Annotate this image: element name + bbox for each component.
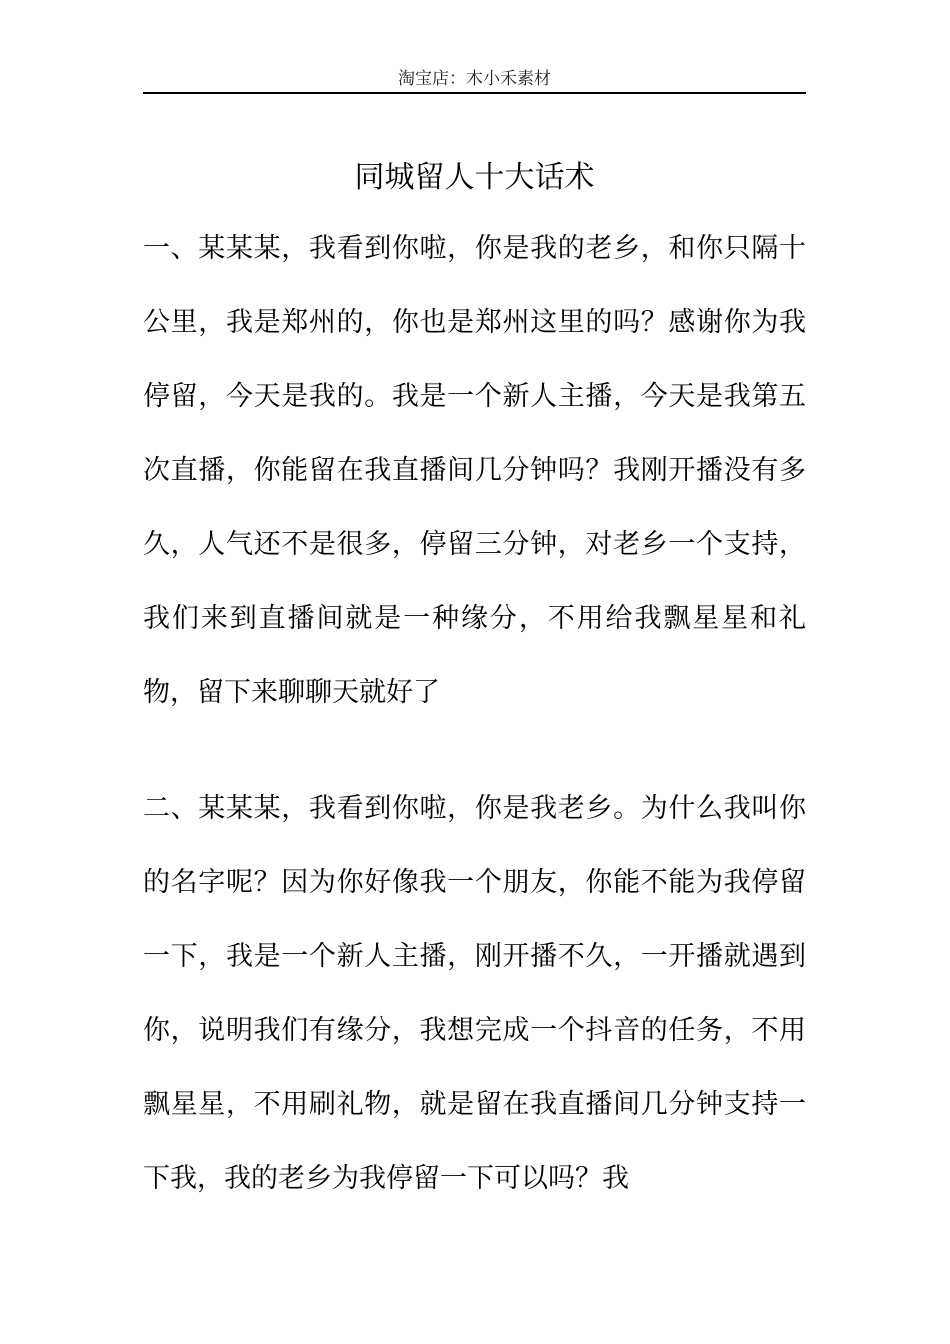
- page-header: 淘宝店：木小禾素材: [143, 66, 806, 94]
- paragraph-1: 一、某某某，我看到你啦，你是我的老乡，和你只隔十公里，我是郑州的，你也是郑州这里的吗？感谢你为我停留，今天是我的。我是一个新人主播，今天是我第五次直播，你能留在我直播间几分钟吗？我刚开播没有多久，人气还不是很多，停留三分钟，对老乡一个支持，我们来到直播间就是一种缘分，不用给我飘星星和礼物，留下来聊聊天就好了: [143, 233, 806, 708]
- paragraph-2: 二、某某某，我看到你啦，你是我老乡。为什么我叫你的名字呢？因为你好像我一个朋友，你能不能为我停留一下，我是一个新人主播，刚开播不久，一开播就遇到你，说明我们有缘分，我想完成一个抖音的任务，不用飘星星，不用刷礼物，就是留在我直播间几分钟支持一下我，我的老乡为我停留一下可以吗？我: [143, 793, 806, 1194]
- document-title: 同城留人十大话术: [354, 160, 595, 195]
